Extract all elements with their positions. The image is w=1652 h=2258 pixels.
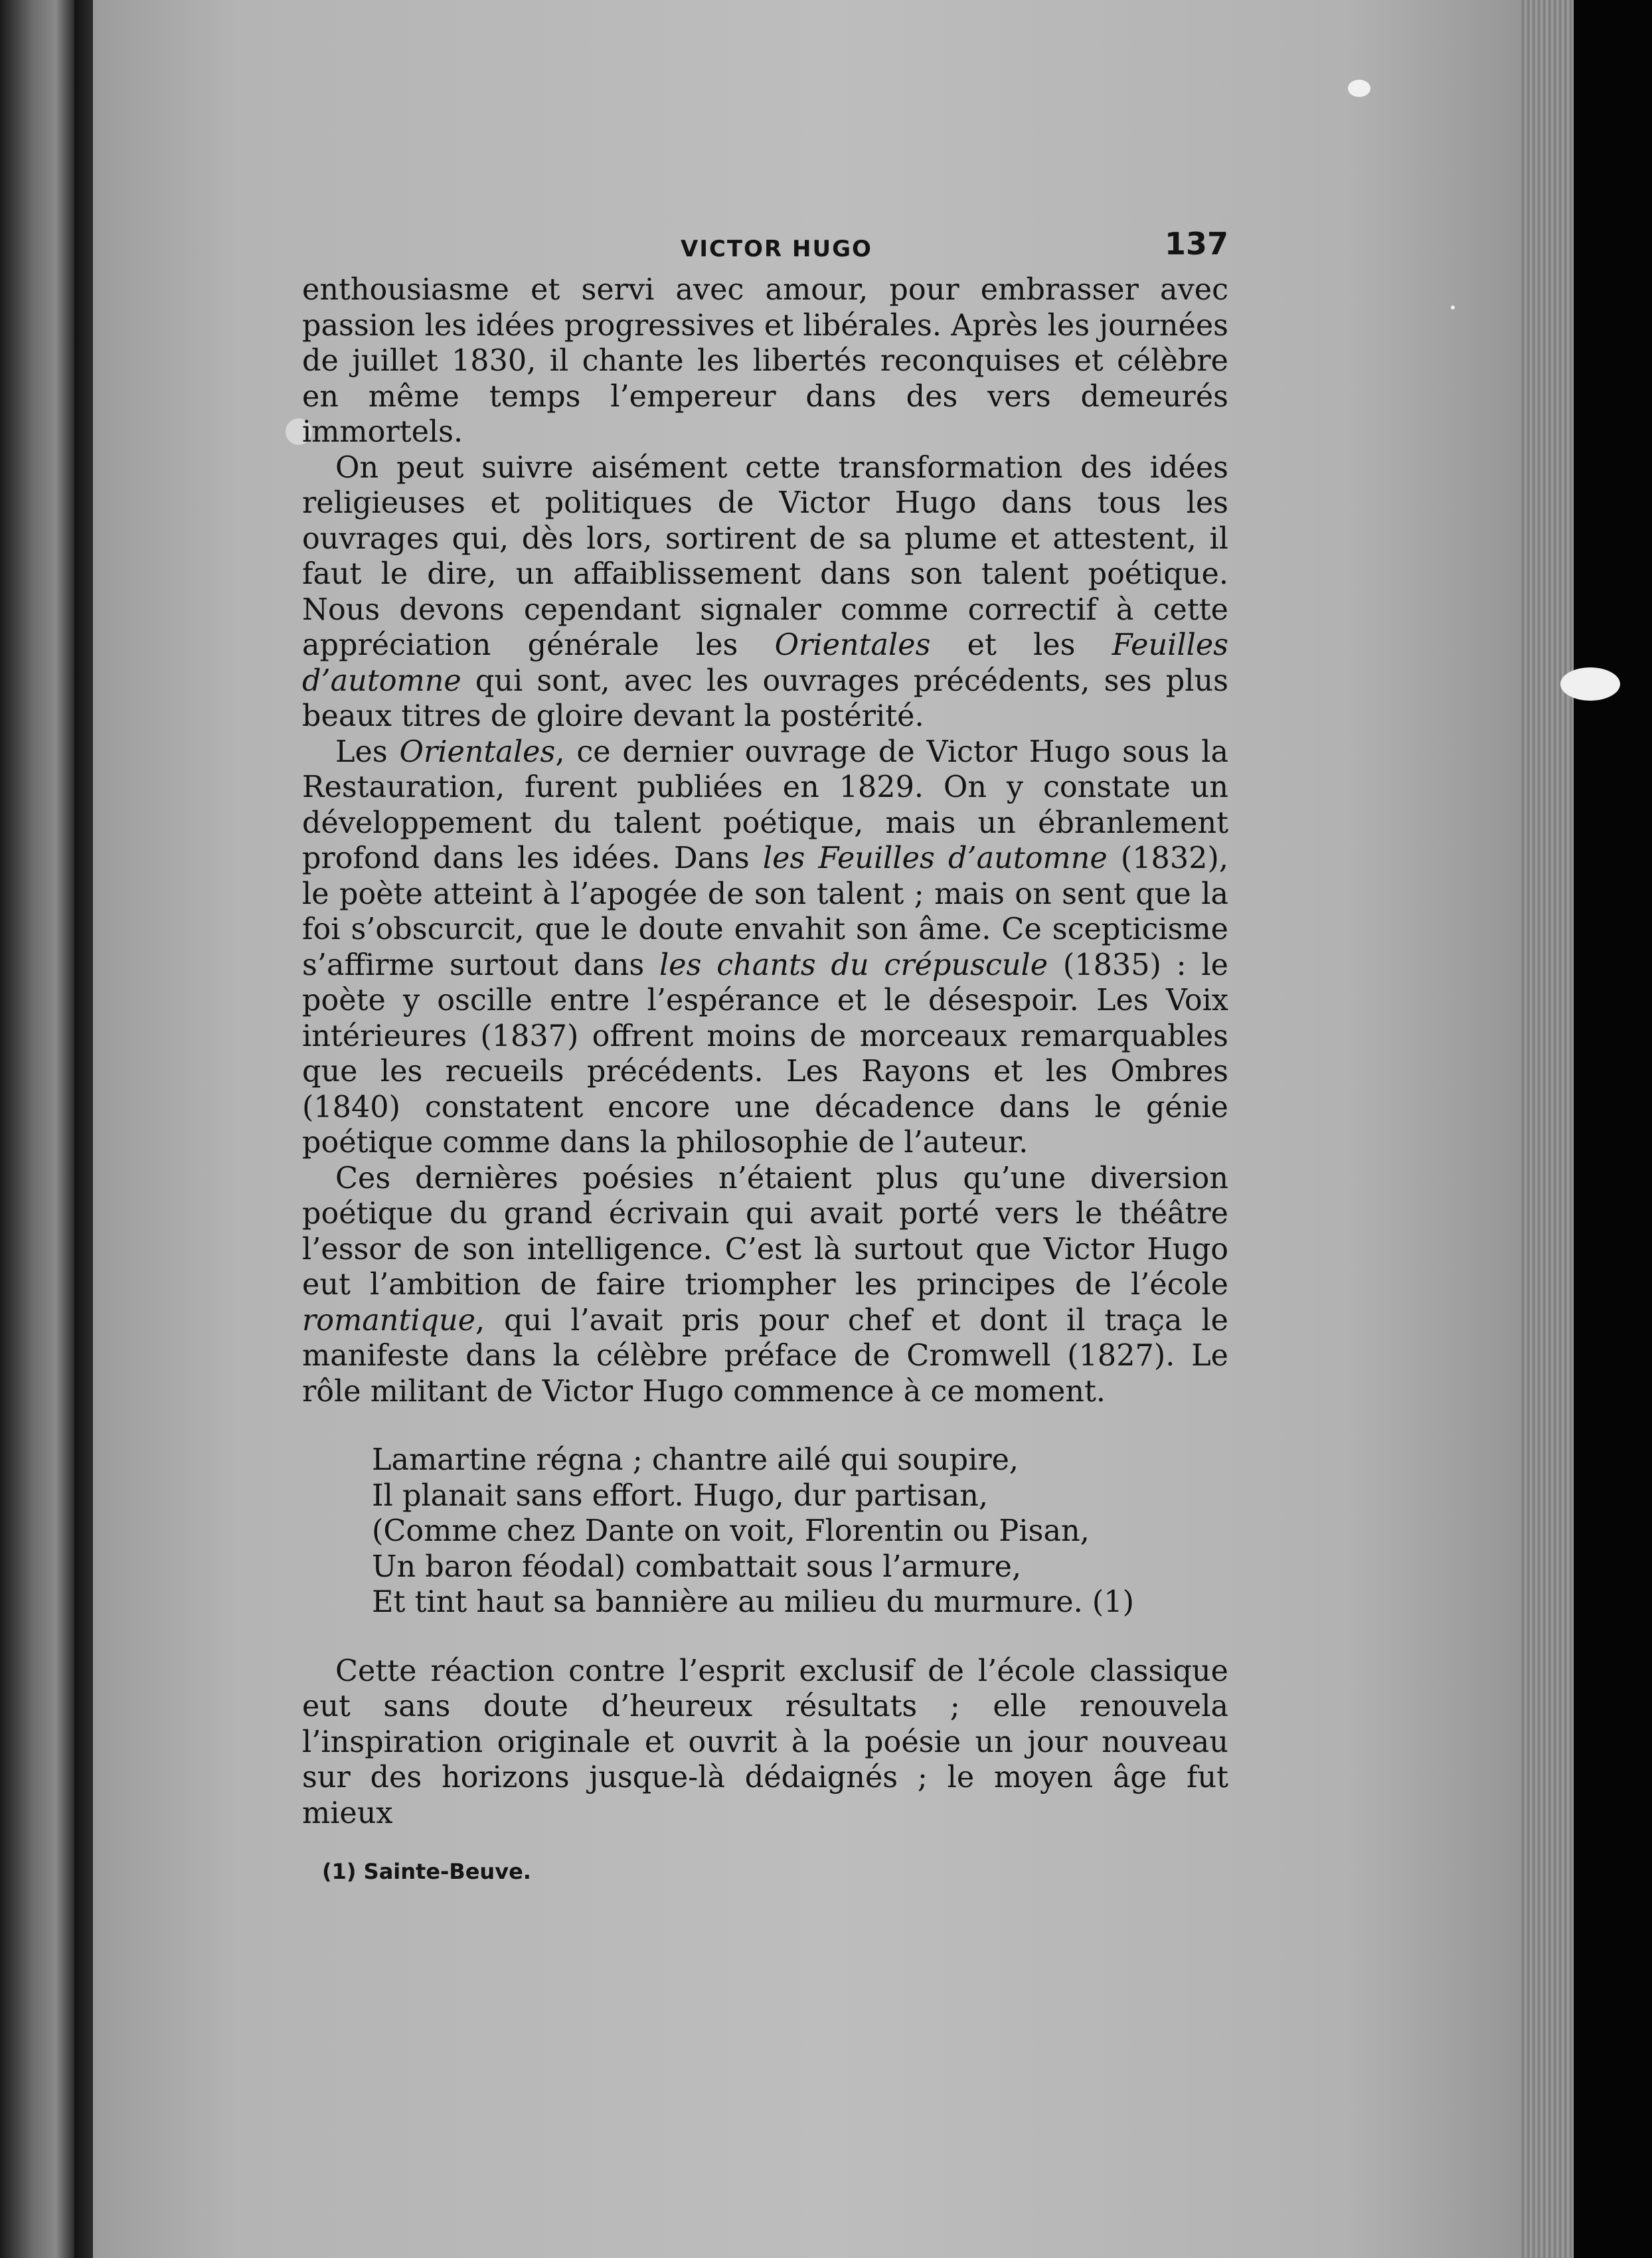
running-head (302, 226, 1228, 272)
body-text (302, 272, 1228, 1831)
footnote: (1) Sainte-Beuve. (322, 1859, 531, 1884)
text-segment: , qui l’avait pris pour chef et dont il traça le manifeste dans la célèbre préface de Cromwell (1827). Le rôle militant de Victor Hugo commence à ce moment. (302, 1303, 1228, 1409)
text-segment: enthousiasme et servi avec amour, pour embrasser avec passion les idées progressives et libérales. Après les journées de juillet 1830, il chante les libertés reconquises et célèbre en même temps l’empereur dans des vers demeurés immortels. (302, 273, 1228, 449)
paragraph-p4 (302, 1161, 1228, 1410)
text-segment: qui sont, avec les ouvrages précédents, ses plus beaux titres de gloire devant la postérité. (302, 663, 1228, 733)
paragraph-list (302, 272, 1228, 1409)
closing-paragraph: Cette réaction contre l’esprit exclusif de l’école classique eut sans doute d’heureux résultats ; elle renouvela l’inspiration originale et ouvrit à la poésie un jour nouveau sur des horizons jusque-là dédaignés ; le moyen âge fut mieux (302, 1654, 1228, 1830)
facing-page-edge (0, 0, 74, 2258)
italic-title: Orientales (774, 628, 931, 662)
text-segment: On peut suivre aisément cette transformation des idées religieuses et politiques de Victor Hugo dans tous les ouvrages qui, dès lors, sortirent de sa plume et attestent, il faut le dire, un affaiblissement dans son talent poétique. Nous devons cependant signaler comme correctif à cette appréciation générale les (302, 450, 1228, 662)
page-number: 137 (1164, 226, 1228, 262)
scan-speck (1560, 667, 1620, 701)
text-segment: , ce dernier ouvrage de Victor Hugo sous la Restauration, furent publiées en 1829. On y constate un développement du talent poétique, mais un ébranlement profond dans les idées. Dans (302, 735, 1229, 875)
verse-quotation (372, 1442, 1228, 1620)
italic-title: Orientales (399, 735, 556, 769)
text-segment: Les (335, 735, 400, 769)
text-segment: et les (930, 628, 1112, 662)
scan-speck (1451, 305, 1455, 309)
scan-background (1574, 0, 1652, 2258)
verse-line: Un baron féodal) combattait sous l’armure, (372, 1549, 1022, 1584)
paragraph-p3 (302, 735, 1228, 1161)
italic-title: les Feuilles d’automne (762, 841, 1108, 875)
page-content (302, 226, 1228, 1884)
italic-title: Feuilles d’automne (302, 628, 1229, 698)
text-segment: Ces dernières poésies n’étaient plus qu’une diversion poétique du grand écrivain qui avait porté vers le théâtre l’essor de son intelligence. C’est là surtout que Victor Hugo eut l’ambition de faire triompher les principes de l’école (302, 1161, 1228, 1302)
text-segment: (1832), le poète atteint à l’apogée de son talent ; mais on sent que la foi s’obscurcit, que le doute envahit son âme. Ce scepticisme s’affirme surtout dans (302, 841, 1228, 982)
paragraph-p2 (302, 450, 1228, 735)
verse-line: Il planait sans effort. Hugo, dur partisan, (372, 1478, 989, 1513)
italic-title: les chants du crépuscule (659, 948, 1048, 982)
paragraph-p1 (302, 272, 1228, 450)
verse-line: (Comme chez Dante on voit, Florentin ou Pisan, (372, 1514, 1090, 1548)
verse-line: Et tint haut sa bannière au milieu du murmure. (1) (372, 1585, 1134, 1619)
page-stack-edge (1521, 0, 1574, 2258)
text-segment: (1835) : le poète y oscille entre l’espérance et le désespoir. Les Voix intérieures (1837) offrent moins de morceaux remarquables que les recueils précédents. Les Rayons et les Ombres (1840) constatent encore une décadence dans le génie poétique comme dans la philosophie de l’auteur. (302, 948, 1229, 1160)
scan-speck (1348, 80, 1370, 97)
verse-line: Lamartine régna ; chantre ailé qui soupire, (372, 1443, 1019, 1477)
italic-title: romantique (302, 1303, 476, 1338)
running-title: VICTOR HUGO (681, 236, 872, 262)
